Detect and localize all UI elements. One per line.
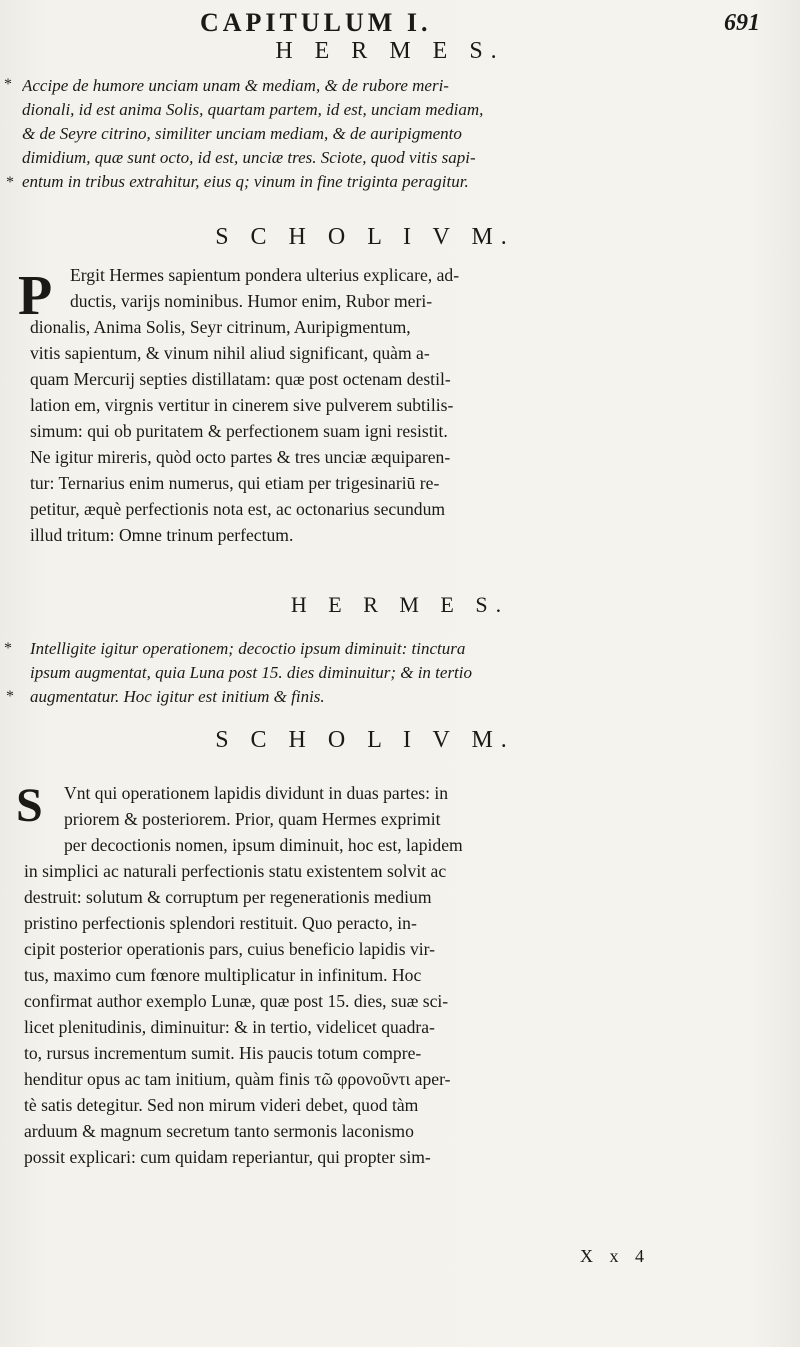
- scholium-text-1: [30, 262, 782, 548]
- margin-mark: *: [6, 174, 14, 191]
- drop-cap-p: P: [18, 265, 53, 327]
- drop-cap-s: S: [16, 779, 43, 832]
- text-line: quam Mercurij septies distillatam: quæ post octenam destil-: [30, 369, 451, 389]
- text-line: pristino perfectionis splendori restituit. Quo peracto, in-: [24, 913, 417, 933]
- text-line: tur: Ternarius enim numerus, qui etiam per trigesinariū re-: [30, 473, 440, 493]
- verse-line: augmentatur. Hoc igitur est initium & finis.: [30, 687, 325, 706]
- catchword: X x 4: [580, 1246, 650, 1266]
- text-line: to, rursus incrementum sumit. His paucis totum compre-: [24, 1043, 422, 1063]
- text-line: tus, maximo cum fœnore multiplicatur in infinitum. Hoc: [24, 965, 422, 985]
- hermes-verse-2: [30, 637, 780, 709]
- verse-line: dimidium, quæ sunt octo, id est, unciæ tres. Sciote, quod vitis sapi-: [22, 148, 476, 167]
- text-line: confirmat author exemplo Lunæ, quæ post 15. dies, suæ sci-: [24, 991, 449, 1011]
- text-line: Ergit Hermes sapientum pondera ulterius explicare, ad-: [70, 265, 460, 285]
- text-line: in simplici ac naturali perfectionis statu existentem solvit ac: [24, 861, 447, 881]
- text-line: arduum & magnum secretum tanto sermonis laconismo: [24, 1121, 414, 1141]
- scholium-heading-2: S C H O L I V M.: [215, 727, 515, 753]
- text-line: tè satis detegitur. Sed non mirum videri debet, quod tàm: [24, 1095, 419, 1115]
- verse-line: Intelligite igitur operationem; decoctio ipsum diminuit: tinctura: [30, 639, 466, 658]
- chapter-title: CAPITULUM I.: [200, 8, 432, 37]
- text-line: priorem & posteriorem. Prior, quam Hermes exprimit: [64, 809, 441, 829]
- text-line: lation em, virgnis vertitur in cinerem sive pulverem subtilis-: [30, 395, 454, 415]
- text-line: Vnt qui operationem lapidis dividunt in duas partes: in: [64, 783, 449, 803]
- text-line: vitis sapientum, & vinum nihil aliud significant, quàm a-: [30, 343, 430, 363]
- margin-mark: *: [4, 76, 12, 93]
- scholium-text-2: [24, 780, 780, 1170]
- text-line: illud tritum: Omne trinum perfectum.: [30, 525, 294, 545]
- text-line: destruit: solutum & corruptum per regenerationis medium: [24, 887, 432, 907]
- verse-line: Accipe de humore unciam unam & mediam, & de rubore meri-: [22, 76, 449, 95]
- text-line: licet plenitudinis, diminuitur: & in tertio, videlicet quadra-: [24, 1017, 435, 1037]
- text-line: dionalis, Anima Solis, Seyr citrinum, Auripigmentum,: [30, 317, 411, 337]
- hermes-verse-1: [22, 74, 780, 194]
- page-number: 691: [724, 10, 760, 36]
- text-line: petitur, æquè perfectionis nota est, ac octonarius secundum: [30, 499, 446, 519]
- margin-mark: *: [4, 640, 12, 657]
- text-line: Ne igitur mireris, quòd octo partes & tres unciæ æquiparen-: [30, 447, 451, 467]
- scholium-heading-1: S C H O L I V M.: [215, 224, 515, 250]
- text-line: simum: qui ob puritatem & perfectionem suam igni resistit.: [30, 421, 448, 441]
- speaker-heading-hermes-2: H E R M E S.: [290, 592, 510, 617]
- text-line: ductis, varijs nominibus. Humor enim, Rubor meri-: [70, 291, 433, 311]
- verse-line: & de Seyre citrino, similiter unciam mediam, & de auripigmento: [22, 124, 462, 143]
- text-line: henditur opus ac tam initium, quàm finis τῶ φρονοῦντι aper-: [24, 1069, 451, 1089]
- speaker-heading-hermes-1: H E R M E S.: [275, 38, 505, 64]
- verse-line: dionali, id est anima Solis, quartam partem, id est, unciam mediam,: [22, 100, 484, 119]
- verse-line: ipsum augmentat, quia Luna post 15. dies diminuitur; & in tertio: [30, 663, 473, 682]
- text-line: possit explicari: cum quidam reperiantur, qui propter sim-: [24, 1147, 431, 1167]
- verse-line: entum in tribus extrahitur, eius q; vinum in fine triginta peragitur.: [22, 172, 469, 191]
- text-line: cipit posterior operationis pars, cuius beneficio lapidis vir-: [24, 939, 436, 959]
- text-line: per decoctionis nomen, ipsum diminuit, hoc est, lapidem: [64, 835, 463, 855]
- margin-mark: *: [6, 688, 14, 705]
